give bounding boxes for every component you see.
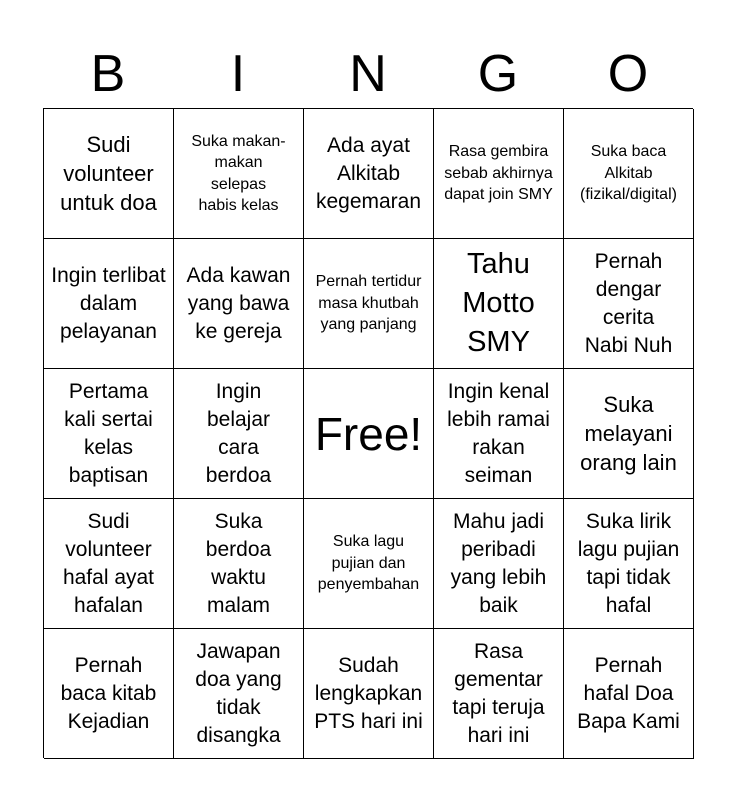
bingo-cell[interactable] [564,369,694,499]
cell-text: Pernah tertidur masa khutbah yang panjang [315,273,422,334]
cell-text: Sudah lengkapkan PTS hari ini [314,653,423,733]
bingo-cell[interactable] [434,369,564,499]
cell-text: Rasa gementar tapi teruja hari ini [452,639,545,747]
header-letter-o: O [607,45,649,103]
free-space-cell[interactable] [304,369,434,499]
cell-text: Suka lagu pujian dan penyembahan [317,533,420,594]
cell-text: Pertama kali sertai kelas baptisan [64,379,153,487]
cell-text: Pernah hafal Doa Bapa Kami [577,653,680,733]
cell-text: Sudi volunteer hafal ayat hafalan [62,509,155,617]
bingo-board [43,108,693,758]
bingo-cell[interactable] [174,369,304,499]
cell-text: Pernah dengar cerita Nabi Nuh [584,249,673,357]
cell-text: Rasa gembira sebab akhirnya dapat join SMY [444,143,553,204]
cell-text: Suka lirik lagu pujian tapi tidak hafal [577,509,680,617]
cell-text: Ingin belajar cara berdoa [205,379,272,487]
bingo-cell[interactable] [174,109,304,239]
cell-text: Sudi volunteer untuk doa [60,132,157,215]
bingo-cell[interactable] [434,499,564,629]
bingo-cell[interactable] [174,629,304,759]
bingo-cell[interactable] [564,239,694,369]
cell-text: Pernah baca kitab Kejadian [60,653,157,733]
cell-text: Mahu jadi peribadi yang lebih baik [450,509,547,617]
bingo-cell[interactable] [564,499,694,629]
bingo-cell[interactable] [564,629,694,759]
cell-text: Suka melayani orang lain [580,392,677,475]
cell-text: Free! [314,407,423,460]
bingo-cell[interactable] [44,239,174,369]
bingo-cell[interactable] [174,239,304,369]
bingo-cell[interactable] [304,109,434,239]
header-letter-n: N [349,45,387,103]
cell-text: Suka baca Alkitab (fizikal/digital) [580,143,677,204]
bingo-cell[interactable] [434,629,564,759]
bingo-cell[interactable] [304,239,434,369]
cell-text: Ingin terlibat dalam pelayanan [51,263,166,343]
cell-text: Ada ayat Alkitab kegemaran [315,133,422,213]
cell-text: Suka berdoa waktu malam [205,509,272,617]
bingo-cell[interactable] [44,369,174,499]
bingo-cell[interactable] [174,499,304,629]
bingo-cell[interactable] [304,499,434,629]
cell-text: Suka makan-makan selepas habis kelas [191,132,286,214]
header-letter-b: B [90,45,126,103]
bingo-cell[interactable] [44,109,174,239]
header-letter-g: G [477,45,519,103]
bingo-cell[interactable] [564,109,694,239]
bingo-header [43,40,693,108]
cell-text: Ingin kenal lebih ramai rakan seiman [447,379,550,487]
bingo-cell[interactable] [44,629,174,759]
cell-text: Ada kawan yang bawa ke gereja [186,263,291,343]
bingo-cell[interactable] [434,239,564,369]
bingo-cell[interactable] [304,629,434,759]
cell-text: Tahu Motto SMY [462,248,535,358]
header-letter-i: I [230,45,246,103]
bingo-cell[interactable] [434,109,564,239]
cell-text: Jawapan doa yang tidak disangka [195,639,282,747]
bingo-cell[interactable] [44,499,174,629]
